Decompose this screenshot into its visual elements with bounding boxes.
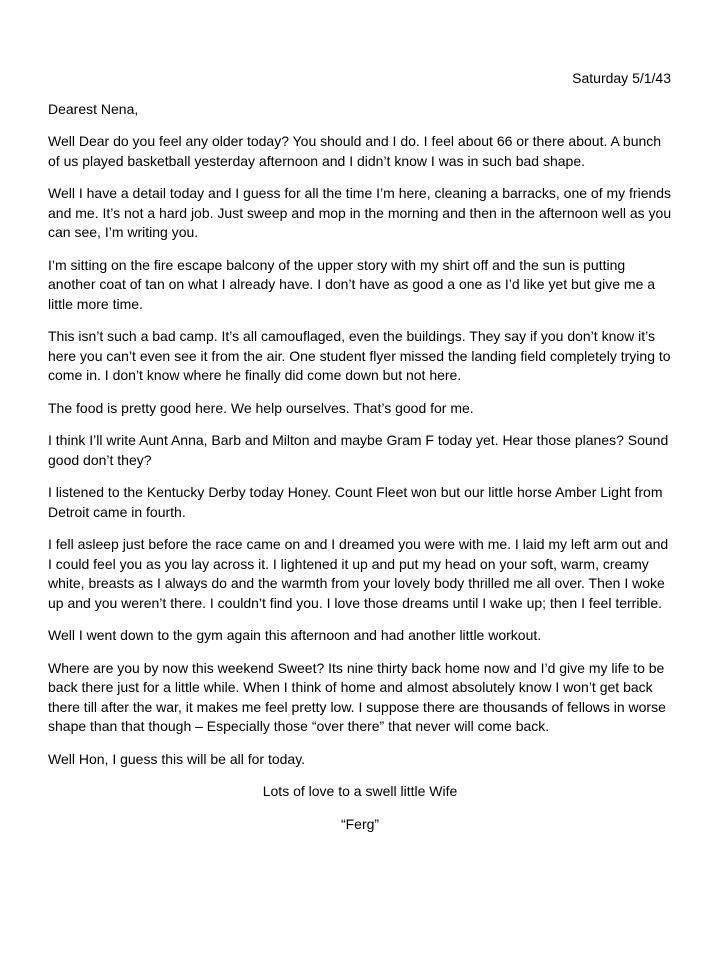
paragraph-10: Where are you by now this weekend Sweet? Its nine thirty back home now and I’d give my life to be back there just for a little while. When I think of home and almost absolutely know I won’t get back there till after the war, it makes me feel pretty low. I suppose there are thousands of fellows in worse shape than that though – Especially those “over there” that never will come back. (48, 659, 666, 734)
paragraph-1: Well Dear do you feel any older today? You should and I do. I feel about 66 or there about. A bunch of us played basketball yesterday afternoon and I didn’t know I was in such bad shape. (48, 133, 662, 169)
letter-body (48, 69, 672, 847)
letter-date: Saturday 5/1/43 (572, 70, 671, 86)
paragraph-9: Well I went down to the gym again this afternoon and had another little workout. (48, 627, 542, 643)
paragraph-3: I’m sitting on the fire escape balcony of the upper story with my shirt off and the sun is putting another coat of tan on what I already have. I don’t have as good a one as I’d like yet but give me a little more time. (48, 256, 656, 312)
closing-line: Lots of love to a swell little Wife (262, 783, 458, 799)
paragraph-11: Well Hon, I guess this will be all for today. (48, 750, 306, 767)
paragraph-4: This isn’t such a bad camp. It’s all camouflaged, even the buildings. They say if you don’t know it’s here you can’t even see it from the air. One student flyer missed the landing field completely trying to come in. I don’t know where he finally did come down but not here. (48, 328, 671, 383)
paragraph-2: Well I have a detail today and I guess for all the time I’m here, cleaning a barracks, one of my friends and me. It’s not a hard job. Just sweep and mop in the morning and then in the afternoon well as you can see, I’m writing you. (48, 185, 672, 240)
salutation: Dearest Nena, (48, 100, 139, 117)
signature: “Ferg” (340, 815, 380, 832)
paragraph-8: I fell asleep just before the race came on and I dreamed you were with me. I laid my left arm out and I could feel you as you lay across it. I lightened it up and put my head on your soft, warm, creamy white, breasts as I always do and the warmth from your lovely body thrilled me all over. Then I woke up and you weren’t there. I couldn’t find you. I love those dreams until I wake up; then I feel terrible. (48, 536, 669, 611)
paragraph-5: The food is pretty good here. We help ourselves. That’s good for me. (48, 399, 474, 416)
paragraph-6: I think I’ll write Aunt Anna, Barb and Milton and maybe Gram F today yet. Hear those planes? Sound good don’t they? (48, 432, 669, 468)
paragraph-7: I listened to the Kentucky Derby today Honey. Count Fleet won but our little horse Amber Light from Detroit came in fourth. (48, 484, 663, 520)
